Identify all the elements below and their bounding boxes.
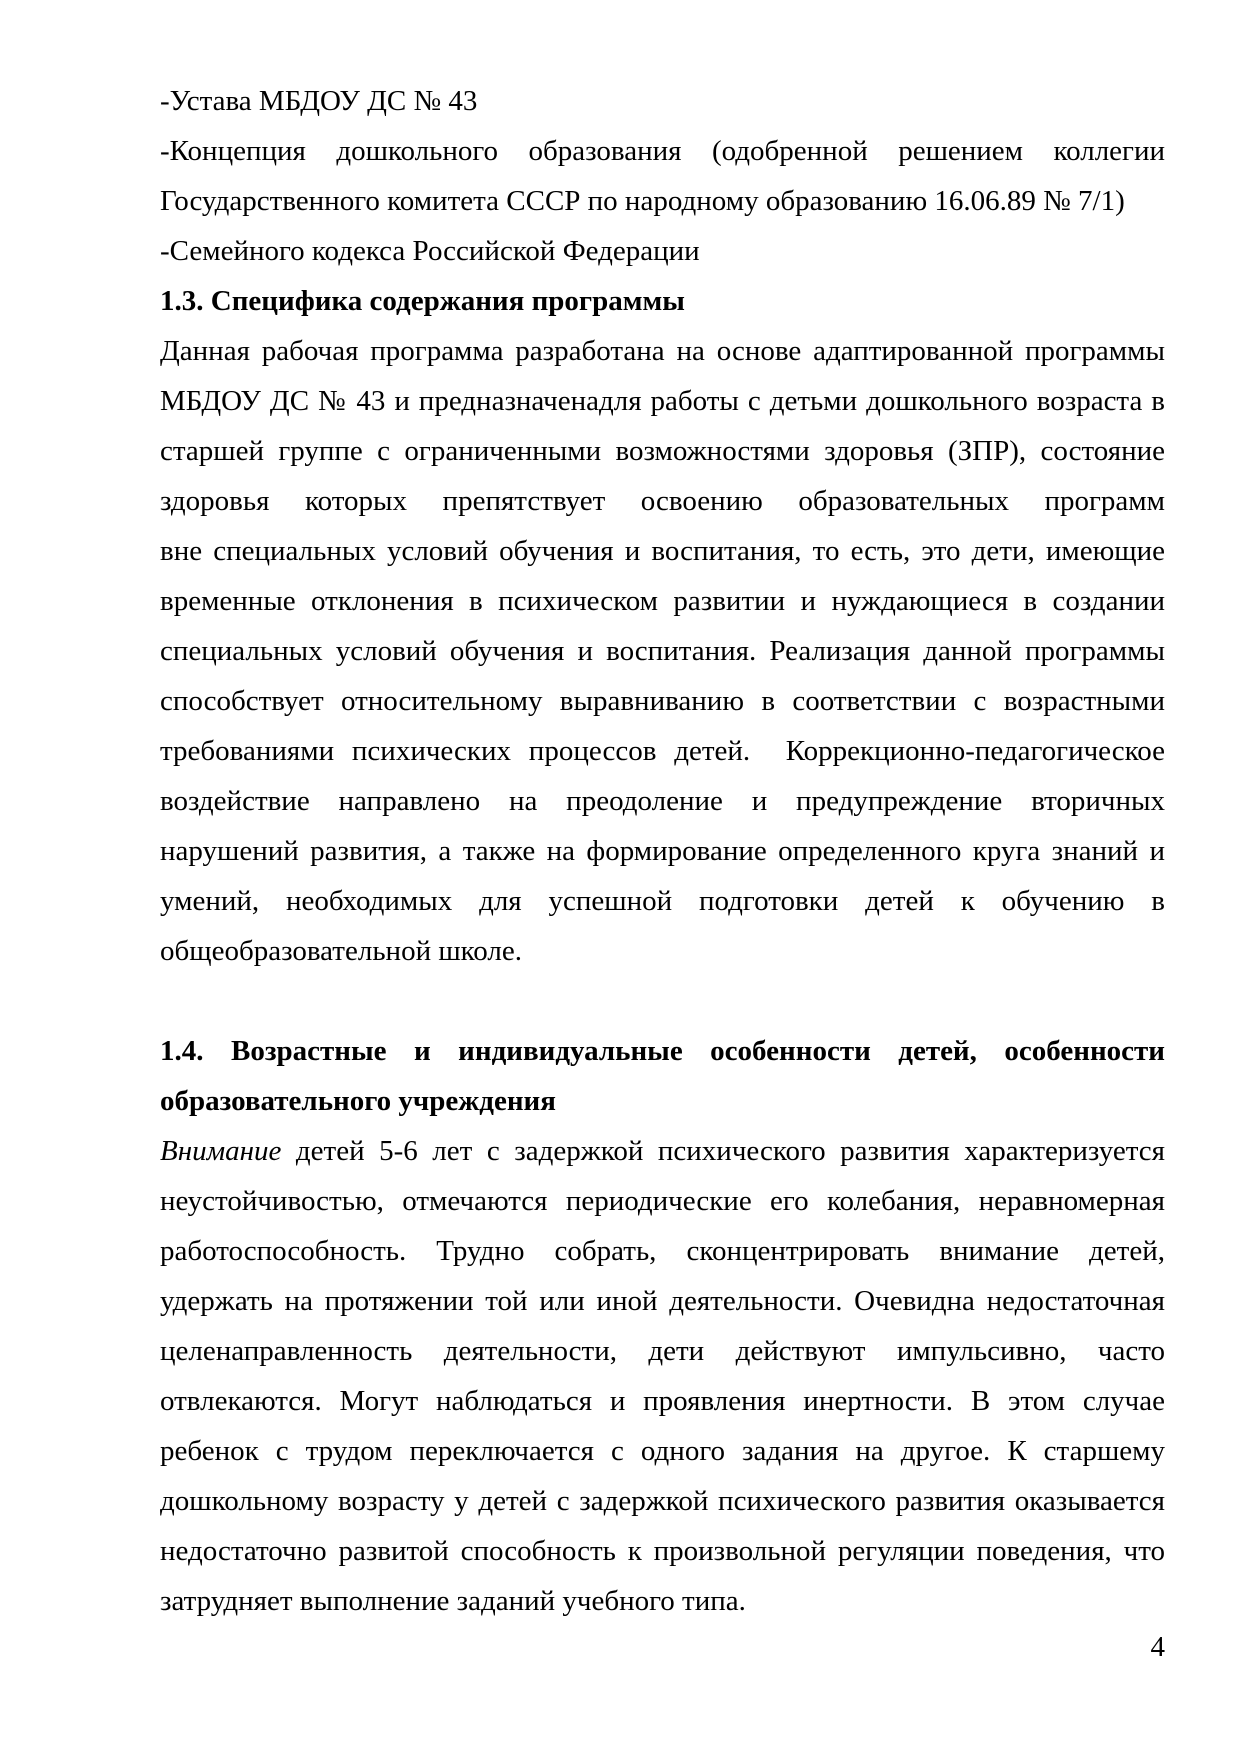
text-segment: Данная рабочая программа разработана на основе адаптированной программы — [160, 335, 1165, 367]
section-1-3-paragraph-line-9 — [160, 726, 1165, 776]
legal-basis-item-ustav-line-1 — [160, 76, 1165, 126]
text-segment: способствует относительному выравниванию в соответствии с возрастными — [160, 685, 1165, 717]
italic-text-segment: Внимание — [160, 1135, 282, 1167]
text-segment: ребенок с трудом переключается с одного задания на другое. К старшему — [160, 1435, 1165, 1467]
document-body — [160, 76, 1165, 1626]
text-segment: воздействие направлено на преодоление и предупреждение вторичных — [160, 785, 1165, 817]
section-1-3-paragraph-line-3 — [160, 426, 1165, 476]
section-1-4-paragraph-line-9 — [160, 1526, 1165, 1576]
section-1-3-paragraph-line-11 — [160, 826, 1165, 876]
section-1-4-paragraph-line-8 — [160, 1476, 1165, 1526]
text-segment: образовательного учреждения — [160, 1085, 556, 1117]
text-segment: работоспособность. Трудно собрать, сконцентрировать внимание детей, — [160, 1235, 1165, 1267]
section-1-3-paragraph-line-7 — [160, 626, 1165, 676]
text-segment: дошкольному возрасту у детей с задержкой психического развития оказывается — [160, 1485, 1165, 1517]
text-segment: детей 5-6 лет с задержкой психического развития характеризуется — [281, 1135, 1165, 1167]
section-heading-1-4-line-2 — [160, 1076, 1165, 1126]
section-1-3-paragraph-line-10 — [160, 776, 1165, 826]
text-segment: целенаправленность деятельности, дети действуют импульсивно, часто — [160, 1335, 1165, 1367]
legal-basis-item-semeyny-kodeks-line-1 — [160, 226, 1165, 276]
section-1-4-paragraph-line-7 — [160, 1426, 1165, 1476]
text-segment: -Концепция дошкольного образования (одобренной решением коллегии — [160, 135, 1165, 167]
legal-basis-item-koncepcia-line-1 — [160, 126, 1165, 176]
blank-line — [160, 976, 1165, 1026]
text-segment: временные отклонения в психическом развитии и нуждающиеся в создании — [160, 585, 1165, 617]
section-1-4-paragraph-line-1 — [160, 1126, 1165, 1176]
section-1-4-paragraph-line-2 — [160, 1176, 1165, 1226]
section-1-3-paragraph-line-4 — [160, 476, 1165, 526]
text-segment: вне специальных условий обучения и воспитания, то есть, это дети, имеющие — [160, 535, 1165, 567]
section-1-3-paragraph-line-6 — [160, 576, 1165, 626]
text-segment: неустойчивостью, отмечаются периодические его колебания, неравномерная — [160, 1185, 1165, 1217]
text-segment: МБДОУ ДС № 43 и предназначенадля работы с детьми дошкольного возраста в — [160, 385, 1165, 417]
text-segment: 1.3. Специфика содержания программы — [160, 285, 685, 317]
section-1-4-paragraph-line-6 — [160, 1376, 1165, 1426]
text-segment: Государственного комитета СССР по народному образованию 16.06.89 № 7/1) — [160, 185, 1125, 217]
text-segment: затрудняет выполнение заданий учебного типа. — [160, 1585, 746, 1617]
text-segment: здоровья которых препятствует освоению образовательных программ — [160, 485, 1165, 517]
text-segment: -Устава МБДОУ ДС № 43 — [160, 85, 478, 117]
section-1-4-paragraph-line-3 — [160, 1226, 1165, 1276]
section-heading-1-3-line-1 — [160, 276, 1165, 326]
text-segment: 1.4. Возрастные и индивидуальные особенности детей, особенности — [160, 1035, 1165, 1067]
text-segment: умений, необходимых для успешной подготовки детей к обучению в — [160, 885, 1165, 917]
legal-basis-item-koncepcia-line-2 — [160, 176, 1165, 226]
section-1-3-paragraph-line-2 — [160, 376, 1165, 426]
page-number: 4 — [1150, 1631, 1165, 1663]
text-segment: общеобразовательной школе. — [160, 935, 522, 967]
section-heading-1-4-line-1 — [160, 1026, 1165, 1076]
section-1-4-paragraph-line-5 — [160, 1326, 1165, 1376]
section-1-4-paragraph-line-4 — [160, 1276, 1165, 1326]
section-1-3-paragraph-line-12 — [160, 876, 1165, 926]
text-segment: отвлекаются. Могут наблюдаться и проявления инертности. В этом случае — [160, 1385, 1165, 1417]
text-segment: требованиями психических процессов детей. Коррекционно-педагогическое — [160, 735, 1165, 767]
section-1-3-paragraph-line-5 — [160, 526, 1165, 576]
text-segment: нарушений развития, а также на формирование определенного круга знаний и — [160, 835, 1165, 867]
section-1-3-paragraph-line-13 — [160, 926, 1165, 976]
section-1-4-paragraph-line-10 — [160, 1576, 1165, 1626]
text-segment: старшей группе с ограниченными возможностями здоровья (ЗПР), состояние — [160, 435, 1165, 467]
text-segment: специальных условий обучения и воспитания. Реализация данной программы — [160, 635, 1165, 667]
text-segment: удержать на протяжении той или иной деятельности. Очевидна недостаточная — [160, 1285, 1165, 1317]
text-segment: -Семейного кодекса Российской Федерации — [160, 235, 700, 267]
section-1-3-paragraph-line-1 — [160, 326, 1165, 376]
section-1-3-paragraph-line-8 — [160, 676, 1165, 726]
text-segment: недостаточно развитой способность к произвольной регуляции поведения, что — [160, 1535, 1165, 1567]
